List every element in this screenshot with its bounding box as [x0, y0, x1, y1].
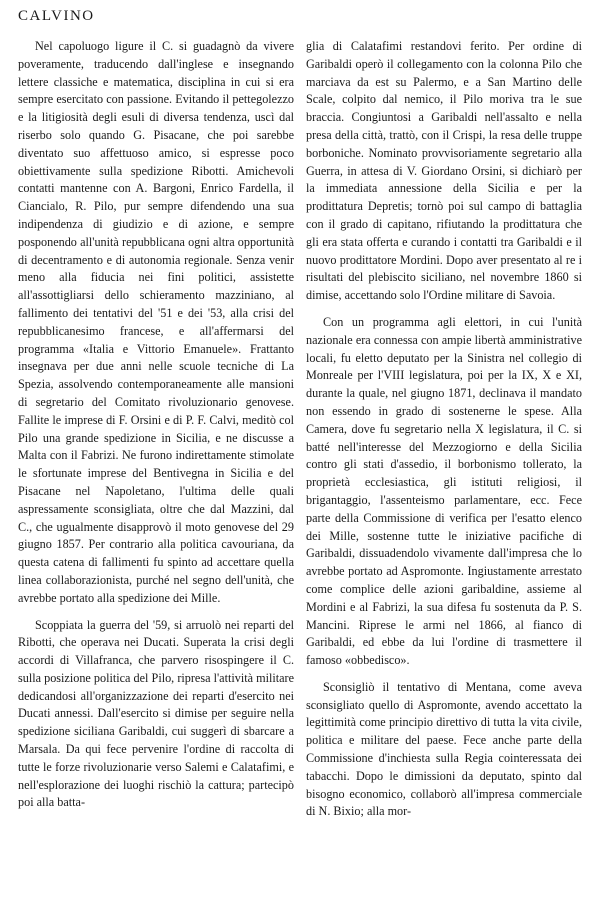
paragraph: Con un programma agli elettori, in cui l'unità nazionale era connessa con ampie libertà amministrative locali, fu eletto deputato per la Sinistra nel collegio di Monreale per l'VIII legislatura, poi per la IX, X e XI, durante la quale, nel giugno 1871, declinava il mandato non essendo in grado di sostenerne le spese. Alla Camera, dove fu segretario nella X legislatura, il C. si batté nell'interesse del Mezzogiorno e della Sicilia contro gli stati d'assedio, il borbonismo tollerato, la proprietà ecclesiastica, gli istituti religiosi, il brigantaggio, l'assenteismo parlamentare, ecc. Fece parte della Commissione di verifica per l'esatto elenco dei Mille, sostenne tutte le iniziative pacifiche di Garibaldi, dissuadendolo vivamente dall'impresa che lo avrebbe portato ad Aspromonte. Ingiustamente arrestato come complice delle azioni garibaldine, assieme al Mordini e al Fabrizi, la sua difesa fu sostenuta da P. S. Mancini. Riprese le armi nel 1866, al fianco di Garibaldi, ed ebbe da lui l'ordine di trasmettere il famoso «obbedisco».: [306, 314, 582, 668]
running-header: CALVINO: [18, 8, 95, 24]
right-column: [306, 38, 582, 830]
left-column: [18, 38, 294, 821]
paragraph-continued: glia di Calatafimi restandovi ferito. Per ordine di Garibaldi operò il collegamento con la colonna Pilo che marciava da est su Palermo, e a San Martino delle Scale, colpito dal nemico, il Pilo moriva tra le sue braccia. Congiuntosi a Garibaldi nell'assalto e nella presa della città, trattò, con il Crispi, la resa delle truppe borboniche. Nominato provvisoriamente segretario alla Guerra, in attesa di V. Giordano Orsini, si dichiarò per la immediata annessione della Sicilia e per la prodittatura Depretis; tornò poi sul campo di battaglia con il grado di capitano, rifiutando la prodittatura che gli era stata offerta e curando i contatti tra Garibaldi e il nuovo prodittatore Mordini. Dopo aver presentato al re i risultati del plebiscito siciliano, nel novembre 1860 si dimise, accettando solo l'Ordine militare di Savoia.: [306, 39, 582, 303]
paragraph: Sconsigliò il tentativo di Mentana, come aveva sconsigliato quello di Aspromonte, avendo accettato la legittimità come principio direttivo di tutta la vita civile, politica e militare del paese. Fece anche parte della Commissione d'inchiesta sulla Regia cointeressata dei tabacchi. Dopo le dimissioni da deputato, spinto dal bisogno economico, collaborò all'impresa commerciale di N. Bixio; alla mor-: [306, 679, 582, 819]
paragraph: Scoppiata la guerra del '59, si arruolò nei reparti del Ribotti, che operava nei Ducati. Superata la crisi degli accordi di Villafranca, che parvero risospingere il C. sulla posizione politica del Pilo, ripresa l'attività militare dedicandosi all'organizzazione dei reparti d'esercito nei Ducati annessi. Dall'esercito si dimise per seguire nella spedizione siciliana Garibaldi, cui suggerì di sbarcare a Marsala. Da qui fece pervenire l'ordine di raccolta di tutte le forze rivoluzionarie verso Salemi e Calatafimi, e nell'esplorazione dei luoghi rischiò la cattura; partecipò poi alla batta-: [18, 617, 294, 810]
paragraph: Nel capoluogo ligure il C. si guadagnò da vivere poveramente, traducendo dall'inglese e insegnando lettere classiche e matematica, disciplina in cui si era sempre esercitato con passione. Evitando il pettegolezzo e la litigiosità degli esuli di diversa tendenza, uscì dal riserbo solo quando G. Pisacane, che poi sarebbe diventato suo affettuoso amico, si espresse poco obiettivamente sulla spedizione Ribotti. Amichevoli contatti mantenne con A. Bargoni, Enrico Fardella, il Ciancialo, R. Pilo, pur sempre difendendo una sua indipendenza di giudizio e di azione, e sempre posponendo all'unità repubblicana ogni altra opportunità di decentramento e di autonomia regionale. Senza venir meno alla fiducia nei fini politici, assistette all'assottigliarsi dello schieramento mazziniano, al fallimento dei tentativi del '51 e dei '53, alla crisi del repubblicanesimo francese, e all'affermarsi del programma «Italia e Vittorio Emanuele». Frattanto insegnava per due anni nelle scuole tecniche di La Spezia, assolvendo contemporaneamente alle mansioni di segretario del Comitato rivoluzionario genovese. Fallite le imprese di F. Orsini e di P. F. Calvi, meditò col Pilo una grande spedizione in Sicilia, e ne discusse a Malta con il Fabrizi. Ne furono indirettamente stimolate le sfortunate imprese del Bentivegna in Sicilia e del Pisacane nel Napoletano, l'ultima delle quali aspressamente sconsigliata, oltre che dal Mazzini, dal C., che ugualmente disapprovò il moto genovese del 29 giugno 1857. Per contrario alla politica cavouriana, da questa catena di fallimenti fu spinto ad accettare quella linea collaborazionista, purché nel segno dell'unità, che avrebbe portato alla spedizione dei Mille.: [18, 39, 294, 605]
